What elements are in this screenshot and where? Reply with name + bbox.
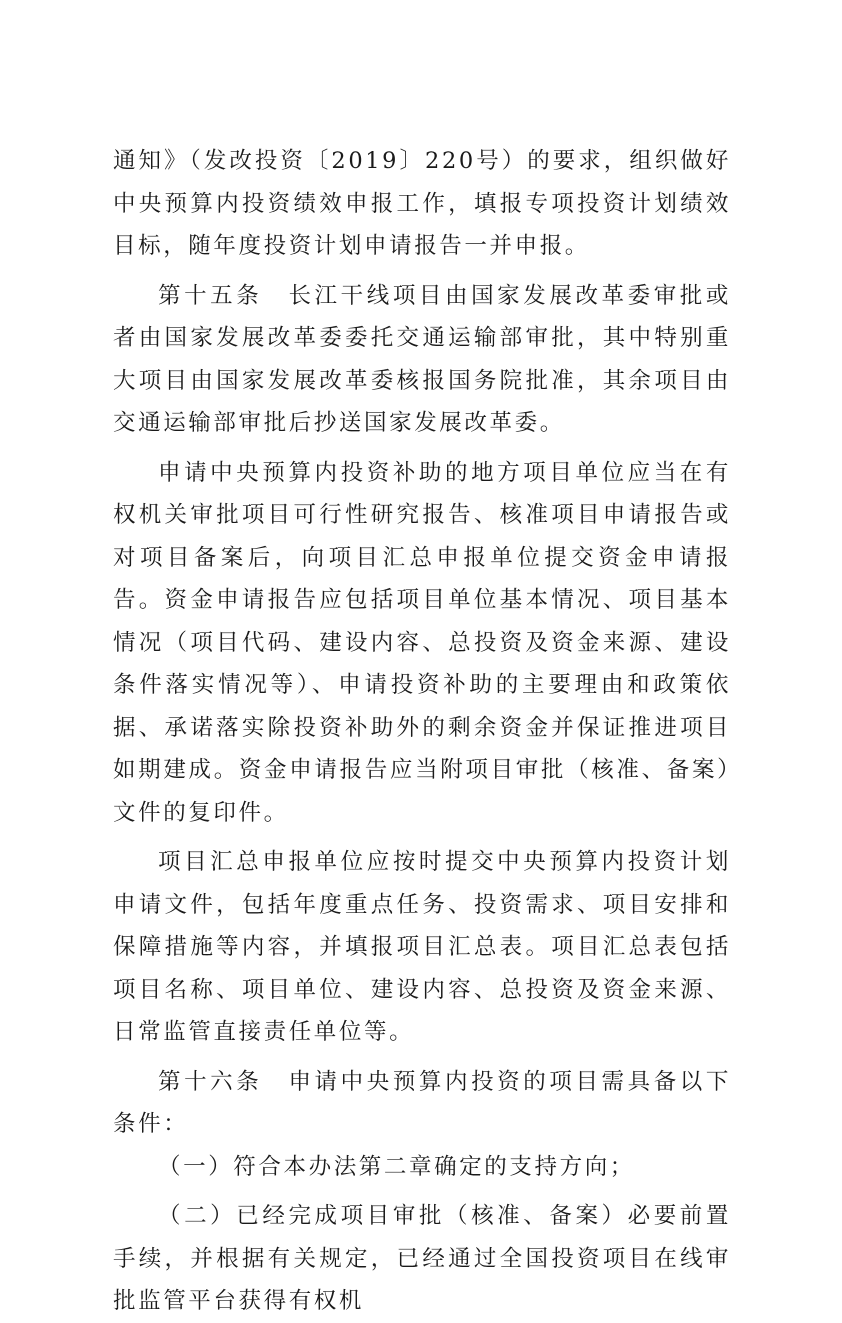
paragraph-funding-application: 申请中央预算内投资补助的地方项目单位应当在有权机关审批项目可行性研究报告、核准项目申请报告或对项目备案后，向项目汇总申报单位提交资金申请报告。资金申请报告应包括项目单位基本情况、项目基本情况（项目代码、建设内容、总投资及资金来源、建设条件落实情况等）、申请投资补助的主要理由和政策依据、承诺落实除投资补助外的剩余资金并保证推进项目如期建成。资金申请报告应当附项目审批（核准、备案）文件的复印件。	[113, 459, 731, 826]
paragraph-article-15: 第十五条 长江干线项目由国家发展改革委审批或者由国家发展改革委委托交通运输部审批，其中特别重大项目由国家发展改革委核报国务院批准，其余项目由交通运输部审批后抄送国家发展改革委。	[113, 282, 731, 436]
paragraph-article-16: 第十六条 申请中央预算内投资的项目需具备以下条件：	[113, 1068, 731, 1137]
paragraph-summary-submission: 项目汇总申报单位应按时提交中央预算内投资计划申请文件，包括年度重点任务、投资需求、项目安排和保障措施等内容，并填报项目汇总表。项目汇总表包括项目名称、项目单位、建设内容、总投资及资金来源、日常监管直接责任单位等。	[113, 849, 731, 1045]
paragraph-condition-1: （一）符合本办法第二章确定的支持方向；	[158, 1153, 635, 1180]
document-body	[113, 140, 731, 1323]
paragraph-condition-2: （二）已经完成项目审批（核准、备案）必要前置手续，并根据有关规定，已经通过全国投资项目在线审批监管平台获得有权机	[113, 1203, 731, 1314]
paragraph-notice-continuation: 通知》（发改投资〔2019〕220号）的要求，组织做好中央预算内投资绩效申报工作，填报专项投资计划绩效目标，随年度投资计划申请报告一并申报。	[113, 148, 731, 259]
